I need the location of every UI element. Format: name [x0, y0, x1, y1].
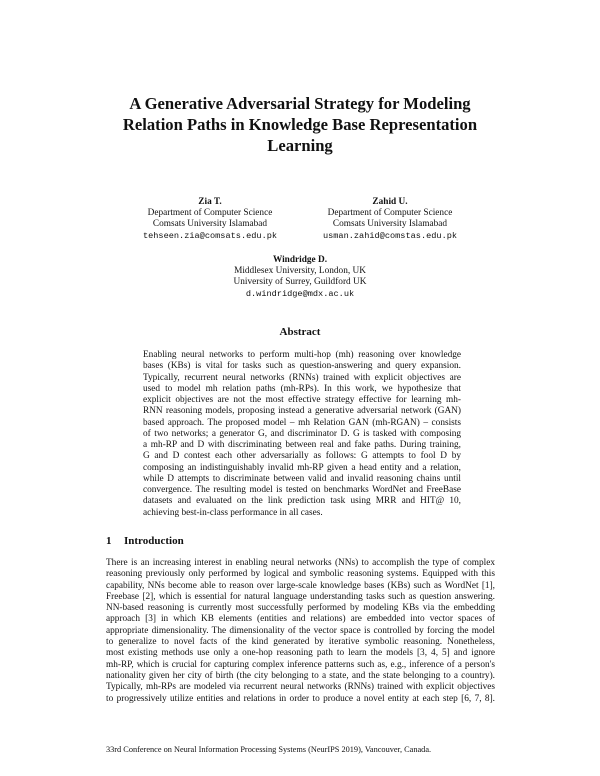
abstract-line: bases (KBs) is vital for tasks such as question-answering and query expansion.	[143, 361, 461, 372]
paper-title	[100, 93, 500, 156]
intro-line: capability, NNs become able to reason over large-scale knowledge bases (KBs) such as WordNet [1],	[106, 580, 495, 591]
abstract-line: convergence. The resulting model is tested on benchmarks WordNet and FreeBase	[143, 485, 461, 495]
abstract-line: datasets and evaluated on the link prediction task using MRR and HIT@ 10,	[143, 496, 461, 507]
intro-line: to generalize to novel facts of the kind generated by iterative symbolic reasoning. Nonetheless,	[106, 637, 495, 648]
author-affiliation: Comsats University Islamabad	[152, 219, 268, 230]
intro-line: nationality given her city of birth (the city belonging to a state, and the state belonging to a country).	[106, 670, 495, 681]
abstract-line: while D attempts to discriminate between valid and invalid reasoning chains until	[143, 473, 461, 484]
author-affiliation: Department of Computer Science	[327, 208, 453, 219]
title-line: A Generative Adversarial Strategy for Modeling	[129, 94, 471, 113]
abstract-line: G and D contest each other adversarially as follows: G attempts to fool D by	[143, 451, 461, 462]
abstract-heading: Abstract	[279, 326, 321, 338]
intro-line: Freebase [2], which is essential for natural language understanding tasks such as question answering.	[106, 591, 495, 602]
abstract-line: RNN reasoning models, proposing instead a generative adversarial network (GAN)	[143, 406, 461, 417]
conference-footnote: 33rd Conference on Neural Information Processing Systems (NeurIPS 2019), Vancouver, Canada.	[106, 745, 432, 754]
author-name: Zahid U.	[372, 197, 408, 207]
intro-line: Typically, mh-RPs are modeled via recurrent neural networks (RNNs) trained with explicit objectives	[106, 682, 495, 693]
intro-line: NN-based reasoning is currently most successfully performed by modeling KBs via the embedding	[106, 603, 495, 614]
abstract-line: a mh-RP and D with discriminating between real and fake paths. During training,	[143, 440, 461, 450]
author-email: usman.zahid@comstas.edu.pk	[322, 230, 458, 241]
section-number: 1	[106, 535, 112, 547]
author-block-windridge	[210, 255, 390, 300]
title-line: Learning	[267, 136, 333, 155]
abstract-body	[143, 350, 461, 519]
intro-line: approach [3] in which KB elements (entities and relations) are embedded into vector spaces of	[106, 614, 495, 625]
abstract-line: based approach. The proposed model – mh Relation GAN (mh-RGAN) – consists	[143, 417, 461, 428]
title-line: Relation Paths in Knowledge Base Representation	[122, 115, 478, 134]
abstract-line: Typically, recurrent neural networks (RNNs) trained with explicit objectives are	[143, 372, 461, 383]
intro-line: reasoning previously only performed by logical and symbolic reasoning systems. Equipped with this	[106, 569, 495, 580]
author-name: Windridge D.	[272, 255, 328, 265]
section-title: Introduction	[124, 535, 184, 547]
author-block-zahid	[300, 197, 480, 242]
abstract-line: Enabling neural networks to perform multi-hop (mh) reasoning over knowledge	[143, 350, 461, 360]
intro-line: appropriate dimensionality. The dimensionality of the vector space is controlled by forcing the model	[106, 625, 495, 636]
intro-line: to progressively utilize entities and relations in order to produce a novel entity at each step [6, 7, 8].	[106, 693, 495, 704]
abstract-line: of two networks; a generator G, and discriminator D. G is tasked with composing	[143, 428, 461, 439]
author-block-zia	[120, 197, 300, 242]
abstract-line: explicit objectives are not the most effective strategy effective for learning mh-	[143, 395, 461, 405]
author-affiliation: Department of Computer Science	[147, 208, 273, 219]
intro-line: mh-RP, which is crucial for capturing complex inference patterns such as, e.g., inference of a person's	[106, 659, 495, 670]
abstract-line: composing an indistinguishably invalid mh-RP given a head entity and a relation,	[143, 462, 461, 473]
introduction-body	[106, 558, 495, 705]
section-heading-introduction	[106, 535, 184, 547]
author-name: Zia T.	[198, 197, 222, 207]
author-email: tehseen.zia@comsats.edu.pk	[142, 230, 278, 241]
intro-line: most existing methods use only a one-hop reasoning path to learn the models [3, 4, 5] and ignore	[106, 648, 495, 659]
author-affiliation: Comsats University Islamabad	[332, 219, 448, 230]
author-affiliation: Middlesex University, London, UK	[234, 266, 366, 277]
author-affiliation: University of Surrey, Guildford UK	[233, 277, 367, 288]
abstract-line: achieving best-in-class performance in all cases.	[143, 507, 323, 518]
abstract-line: used to model mh relation paths (mh-RPs). In this work, we hypothesize that	[143, 383, 461, 394]
intro-line: There is an increasing interest in enabling neural networks (NNs) to accomplish the type of complex	[106, 558, 495, 568]
author-email: d.windridge@mdx.ac.uk	[245, 288, 355, 299]
